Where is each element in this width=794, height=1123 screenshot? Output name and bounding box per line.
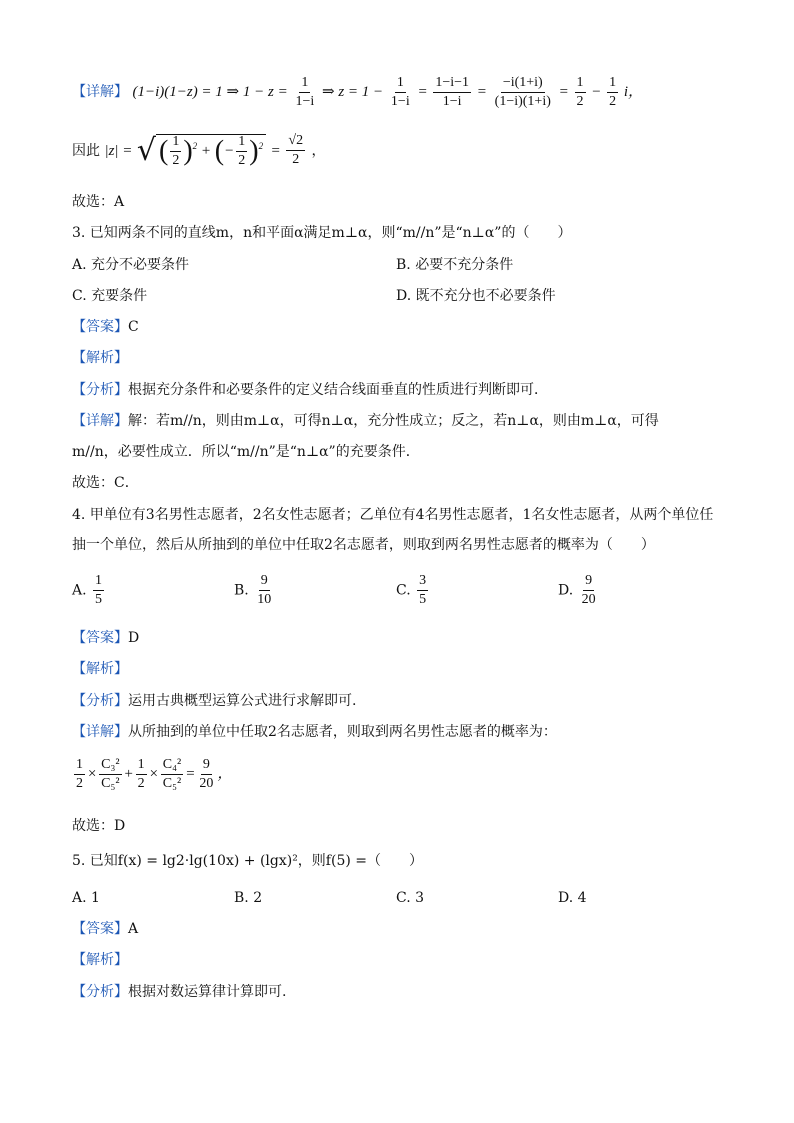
q4-fenxi: 【分析】运用古典概型运算公式进行求解即可. [72,693,357,709]
q2-answer: 故选：A [72,194,125,210]
q4-final: 故选：D [72,818,126,834]
q4-analysis-tag: 【解析】 [72,661,128,677]
q5-option-a: A. 1 [72,890,100,906]
q2-formula: (1−i)(1−z) = 1 ⇒ 1 − z = $\frac{1}{1-i}$ ⇒ z = 1 − $\frac{1}{1-i}$ = $\frac{1-i-1}{1-i}$ = $\frac{-i(1+i)}{(1-i)(1+i)}$ = $\frac{1}{2}$ − $\frac{1}{2}$ i， [132,75,644,109]
q4-calc: $\frac{1}{2}$ × $\frac{\text{C₃²}}{\text{C₅²}}$ + $\frac{1}{2}$ × $\frac{\text{C₄²}}{\text{C₅²}}$ = $\frac{9}{20}$ ， [76,757,233,791]
q5-fenxi: 【分析】根据对数运算律计算即可. [72,984,287,1000]
q5-option-d: D. 4 [558,890,587,906]
q4-detail: 【详解】从所抽到的单位中任取2名志愿者，则取到两名男性志愿者的概率为： [72,724,557,740]
q3-option-a: A. 充分不必要条件 [72,257,190,273]
q4-stem-2: 抽一个单位，然后从所抽到的单位中任取2名志愿者，则取到两名男性志愿者的概率为（ ） [72,537,655,553]
q5-option-b: B. 2 [234,890,263,906]
q2-detail-line [72,76,643,109]
q3-option-b: B. 必要不充分条件 [396,257,514,273]
q3-analysis-tag: 【解析】 [72,350,128,366]
q4-option-c: C. $\frac{3}{5}$ [396,573,427,607]
q2-modulus-line: 因此 |z| = √ ( $\frac{1}{2}$ )$^2$ + (− $\frac{1}{2}$ )$^2$ = $\frac{√2}{2}$ ， [72,132,326,168]
q4-answer: 【答案】D [72,630,140,646]
q4-stem-1: 4. 甲单位有3名男性志愿者，2名女性志愿者；乙单位有4名男性志愿者，1名女性志愿者，从两个单位任 [72,507,714,523]
q4-option-d: D. $\frac{9}{20}$ [558,573,596,607]
q5-stem: 5. 已知f(x) = lg2·lg(10x) + (lgx)²，则f(5) =（ ） [72,853,424,869]
q3-answer: 【答案】C [72,319,139,335]
q3-stem: 3. 已知两条不同的直线m，n和平面α满足m⊥α，则“m//n”是“n⊥α”的（ ） [72,225,572,241]
q5-answer: 【答案】A [72,921,139,937]
q4-option-a: A. $\frac{1}{5}$ [72,573,103,607]
q5-option-c: C. 3 [396,890,425,906]
q4-option-b: B. $\frac{9}{10}$ [234,573,272,607]
detail-tag: 【详解】 [72,83,128,100]
q5-analysis-tag: 【解析】 [72,952,128,968]
q3-option-d: D. 既不充分也不必要条件 [396,288,556,304]
q3-final: 故选：C． [72,475,139,491]
q3-fenxi: 【分析】根据充分条件和必要条件的定义结合线面垂直的性质进行判断即可． [72,382,548,398]
q3-detail-2: m//n，必要性成立．所以“m//n”是“n⊥α”的充要条件． [72,444,420,460]
q3-option-c: C. 充要条件 [72,288,148,304]
q3-detail-1: 【详解】解：若m//n，则由m⊥α，可得n⊥α，充分性成立；反之，若n⊥α，则由m⊥α，可得 [72,413,659,429]
